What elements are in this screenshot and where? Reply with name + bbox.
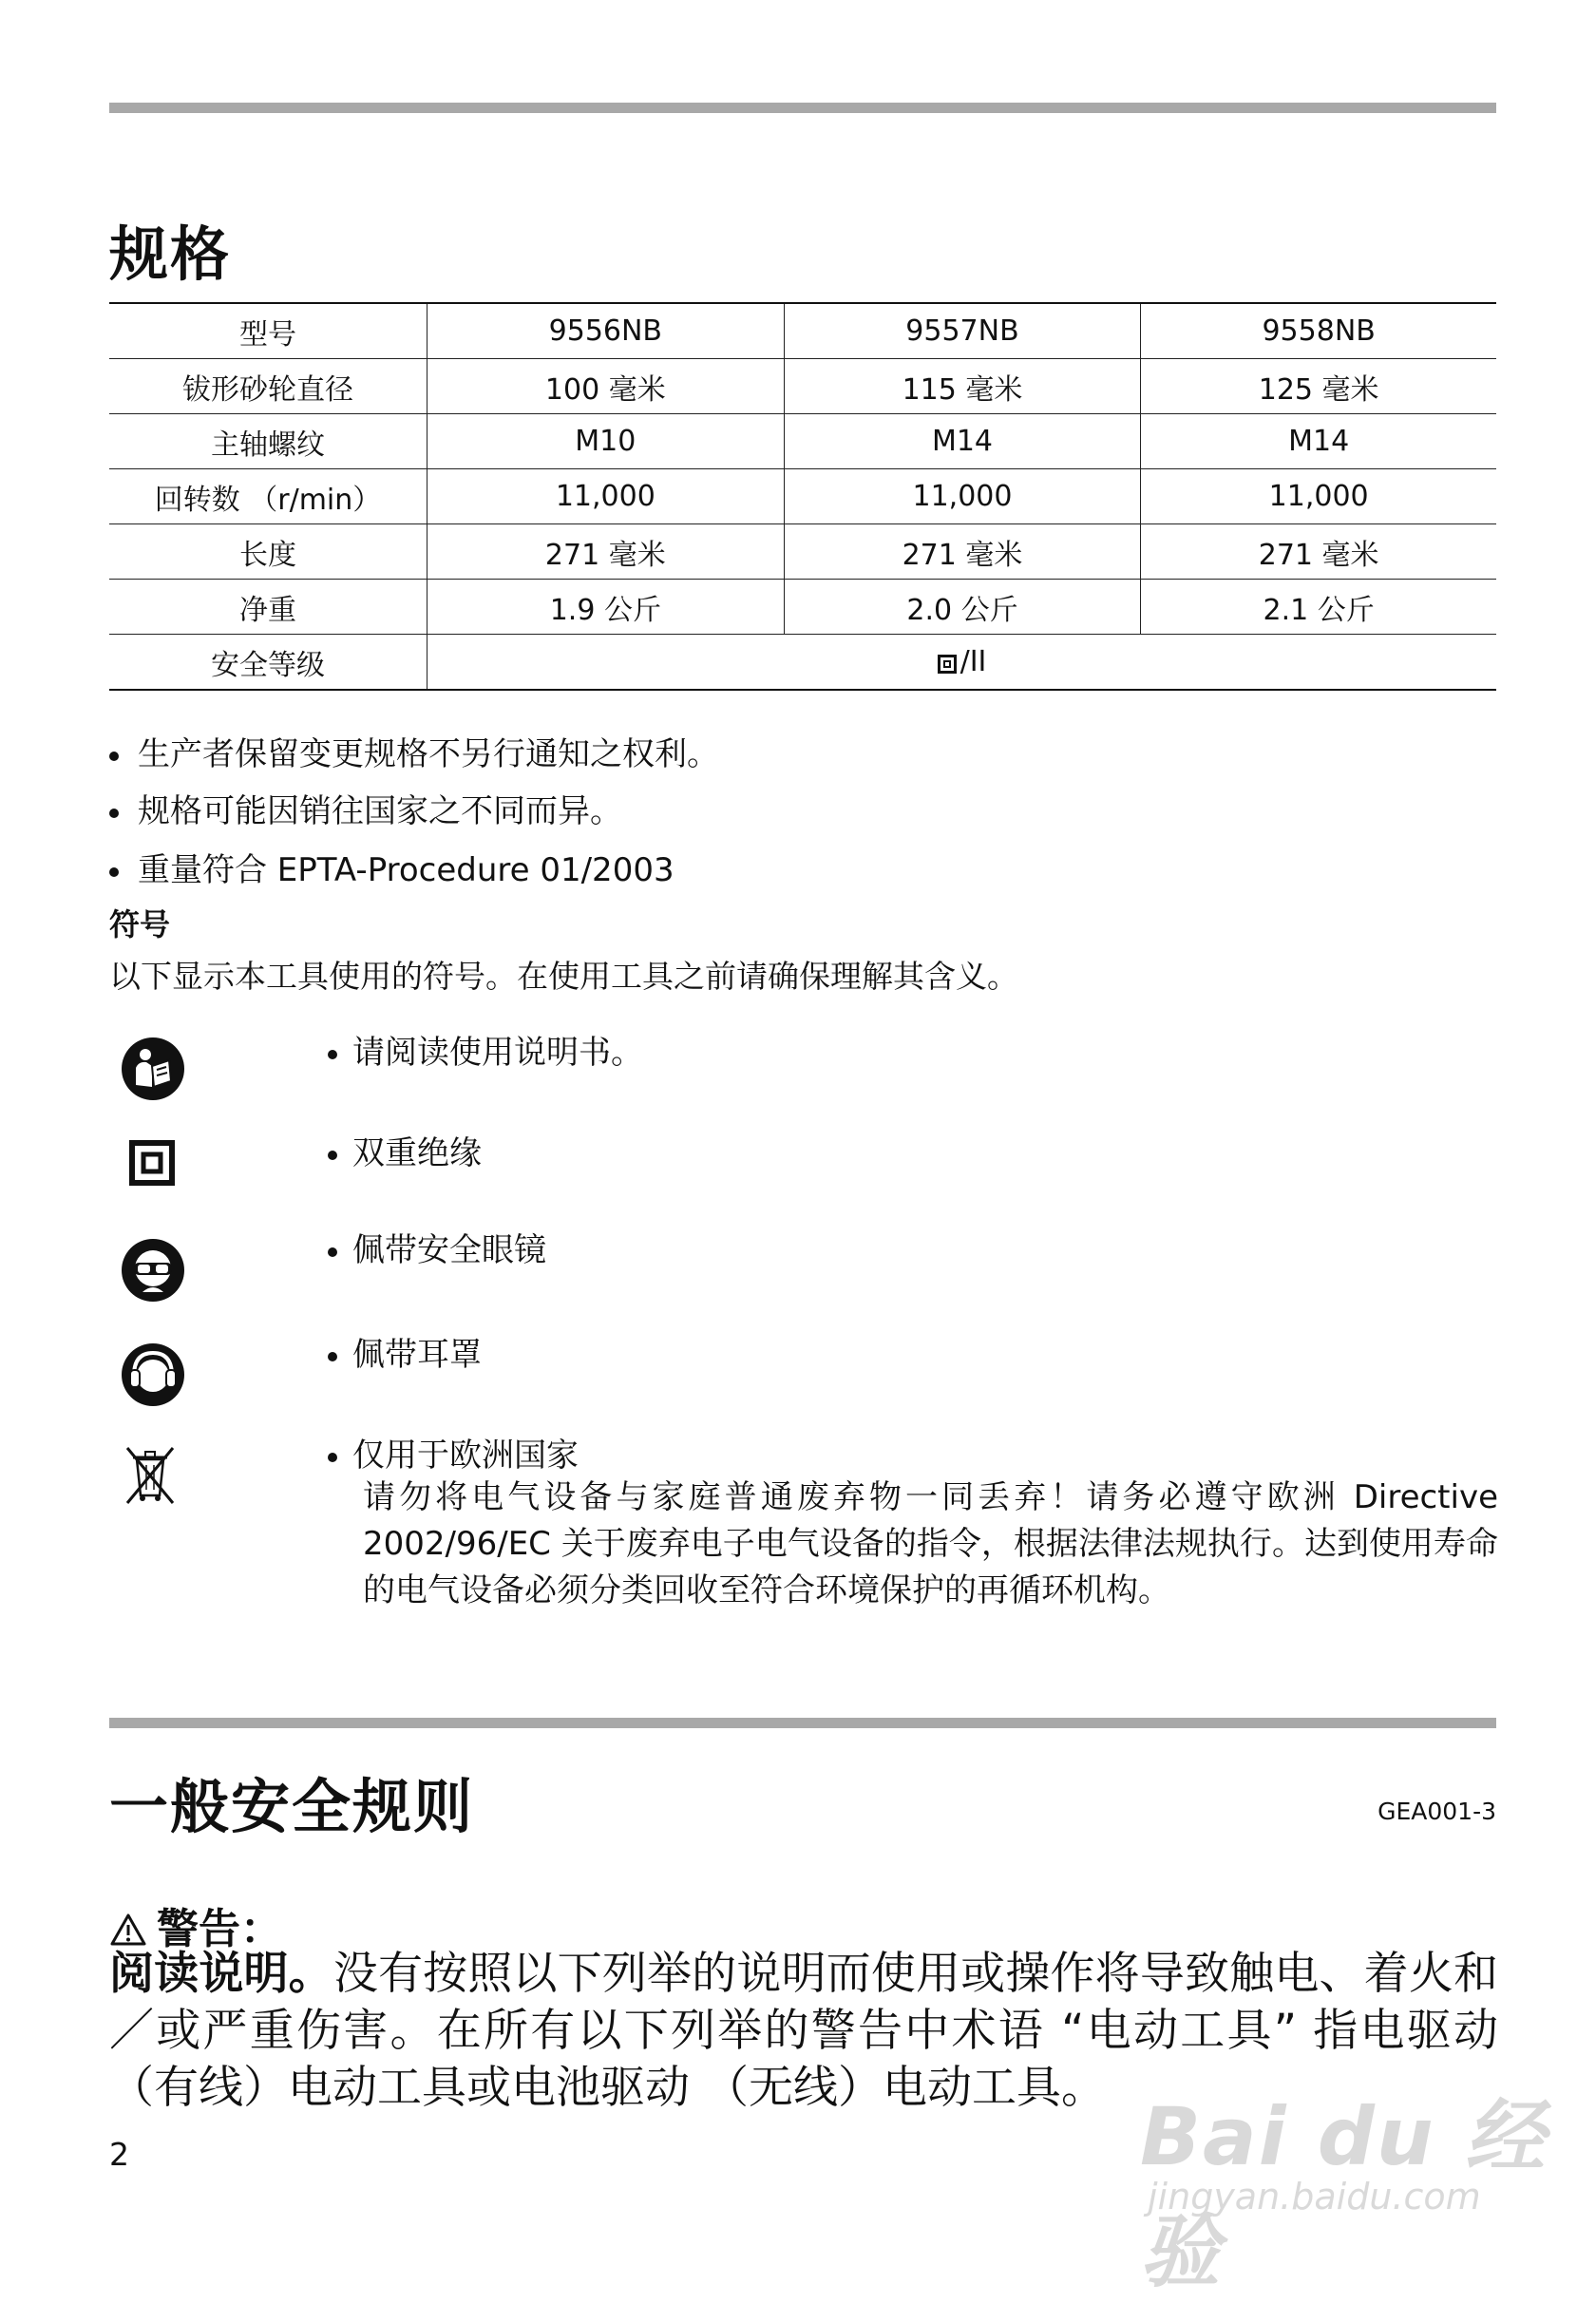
cell: 271 毫米 xyxy=(1141,524,1496,580)
cell: 11,000 xyxy=(1141,469,1496,524)
cell: 125 毫米 xyxy=(1141,359,1496,414)
symbol-item xyxy=(328,1026,643,1073)
cell: 100 毫米 xyxy=(428,359,785,414)
bullet-icon xyxy=(109,867,119,877)
table-row xyxy=(109,303,1496,359)
row-label: 长度 xyxy=(109,524,428,580)
cell: M10 xyxy=(428,414,785,469)
read-manual-icon xyxy=(120,1036,186,1102)
weee-description: 请勿将电气设备与家庭普通废弃物一同丢弃！请务必遵守欧洲 Directive 2002/96/EC 关于废弃电子电气设备的指令，根据法律法规执行。达到使用寿命的电气设备必须分类回收至符合环境保护的再循环机构。 xyxy=(363,1478,1498,1609)
note-item xyxy=(109,785,622,831)
symbol-text: 仅用于欧洲国家 xyxy=(352,1437,579,1475)
row-label: 净重 xyxy=(109,580,428,635)
row-label: 主轴螺纹 xyxy=(109,414,428,469)
cell: 1.9 公斤 xyxy=(428,580,785,635)
page-number: 2 xyxy=(109,2136,129,2173)
cell: 9558NB xyxy=(1141,303,1496,359)
cell: 271 毫米 xyxy=(428,524,785,580)
watermark-url: jingyan.baidu.com xyxy=(1148,2176,1481,2217)
cell: M14 xyxy=(784,414,1141,469)
double-insulation-icon xyxy=(129,1140,175,1186)
symbol-item xyxy=(328,1224,546,1270)
symbol-text: 佩带安全眼镜 xyxy=(352,1231,546,1269)
top-rule xyxy=(109,103,1496,113)
row-label: 型号 xyxy=(109,303,428,359)
table-row xyxy=(109,414,1496,469)
symbol-item xyxy=(328,1429,579,1475)
read-instructions-label: 阅读说明。 xyxy=(109,1948,333,2000)
symbols-intro: 以下显示本工具使用的符号。在使用工具之前请确保理解其含义。 xyxy=(109,958,1018,995)
crossed-bin-icon xyxy=(122,1444,179,1507)
double-insulation-icon xyxy=(938,655,957,674)
table-row xyxy=(109,524,1496,580)
cell: 11,000 xyxy=(428,469,785,524)
bullet-icon xyxy=(328,1247,337,1257)
symbol-text: 请阅读使用说明书。 xyxy=(352,1034,643,1072)
note-item xyxy=(109,728,719,774)
bullet-icon xyxy=(328,1050,337,1059)
table-row xyxy=(109,359,1496,414)
general-safety-title: 一般安全规则 xyxy=(109,1772,475,1841)
safety-glasses-icon xyxy=(120,1237,186,1304)
warning-text: 没有按照以下列举的说明而使用或操作将导致触电、着火和／或严重伤害。在所有以下列举的警告中术语 “电动工具” 指电驱动 （有线）电动工具或电池驱动 （无线）电动工具。 xyxy=(109,1948,1499,2114)
symbol-item xyxy=(328,1127,482,1173)
row-label: 回转数 （r/min） xyxy=(109,469,428,524)
cell: 9557NB xyxy=(784,303,1141,359)
table-row xyxy=(109,635,1496,691)
row-label: 钹形砂轮直径 xyxy=(109,359,428,414)
ear-protection-icon xyxy=(120,1342,186,1408)
symbol-text: 双重绝缘 xyxy=(352,1134,482,1172)
cell: M14 xyxy=(1141,414,1496,469)
note-item xyxy=(109,844,674,890)
cell: 115 毫米 xyxy=(784,359,1141,414)
safety-class-cell xyxy=(428,635,1497,691)
cell: 271 毫米 xyxy=(784,524,1141,580)
cell: 2.0 公斤 xyxy=(784,580,1141,635)
cell: 2.1 公斤 xyxy=(1141,580,1496,635)
symbols-heading: 符号 xyxy=(109,906,171,942)
note-text: 规格可能因销往国家之不同而异。 xyxy=(138,792,622,830)
cell: 9556NB xyxy=(428,303,785,359)
safety-class-value: /II xyxy=(960,645,987,678)
symbol-text: 佩带耳罩 xyxy=(352,1336,482,1374)
symbol-item xyxy=(328,1328,482,1375)
bullet-icon xyxy=(109,809,119,818)
document-code: GEA001-3 xyxy=(1378,1798,1496,1825)
watermark-logo: Bai du 经验 xyxy=(1140,2090,1547,2298)
spec-title: 规格 xyxy=(109,219,232,289)
note-text: 生产者保留变更规格不另行通知之权利。 xyxy=(138,735,719,773)
table-row xyxy=(109,469,1496,524)
warning-label: 警告： xyxy=(157,1905,282,1953)
bullet-icon xyxy=(328,1151,337,1160)
bullet-icon xyxy=(109,752,119,761)
row-label: 安全等级 xyxy=(109,635,428,691)
spec-table xyxy=(109,302,1496,691)
table-row xyxy=(109,580,1496,635)
bullet-icon xyxy=(328,1352,337,1361)
cell: 11,000 xyxy=(784,469,1141,524)
bullet-icon xyxy=(328,1453,337,1462)
warning-triangle-icon xyxy=(109,1913,147,1947)
section-rule xyxy=(109,1718,1496,1728)
note-text: 重量符合 EPTA-Procedure 01/2003 xyxy=(138,851,674,889)
